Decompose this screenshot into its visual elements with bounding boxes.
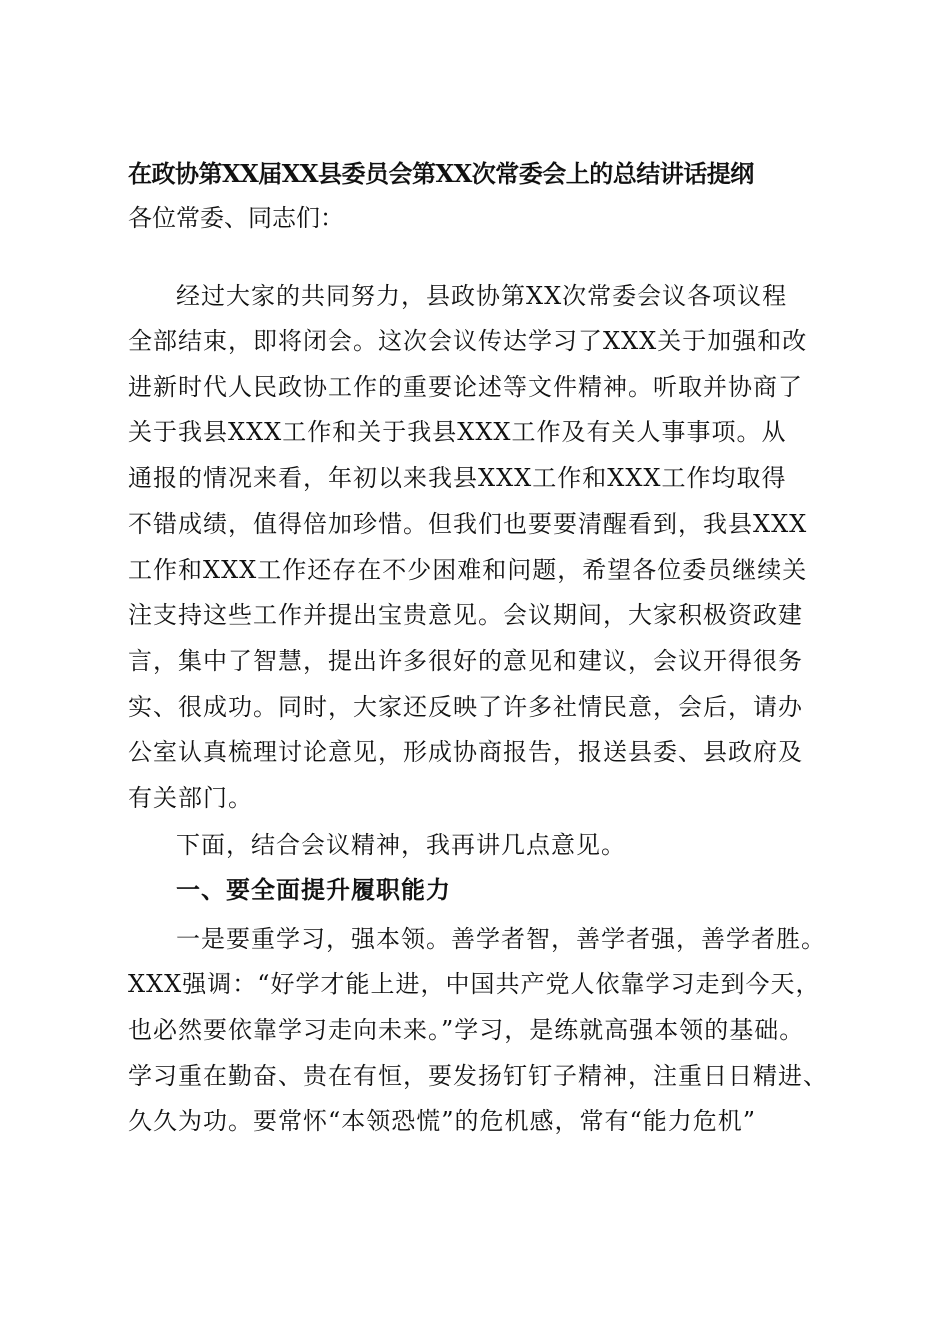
paragraph-line: 有关部门。	[128, 784, 253, 812]
section-heading: 一、要全面提升履职能力	[176, 875, 451, 904]
paragraph-line: 工作和XXX工作还存在不少困难和问题，希望各位委员继续关	[128, 556, 808, 584]
paragraph-line: 经过大家的共同努力，县政协第XX次常委会议各项议程	[176, 282, 788, 310]
paragraph-line: 进新时代人民政协工作的重要论述等文件精神。听取并协商了	[128, 373, 803, 401]
paragraph-line: 关于我县XXX工作和关于我县XXX工作及有关人事事项。从	[128, 418, 787, 446]
paragraph-line: 全部结束，即将闭会。这次会议传达学习了XXX关于加强和改	[128, 327, 808, 355]
paragraph-line: 下面，结合会议精神，我再讲几点意见。	[176, 831, 626, 859]
paragraph-line: XXX强调：“好学才能上进，中国共产党人依靠学习走到今天，	[128, 970, 821, 998]
salutation: 各位常委、同志们：	[128, 204, 344, 232]
paragraph-line: 通报的情况来看，年初以来我县XXX工作和XXX工作均取得	[128, 464, 787, 492]
paragraph-line: 也必然要依靠学习走向未来。”学习，是练就高强本领的基础。	[128, 1016, 805, 1044]
paragraph-line: 公室认真梳理讨论意见，形成协商报告，报送县委、县政府及	[128, 738, 803, 766]
paragraph-line: 不错成绩，值得倍加珍惜。但我们也要要清醒看到，我县XXX	[128, 510, 808, 538]
paragraph-line: 言，集中了智慧，提出许多很好的意见和建议，会议开得很务	[128, 647, 803, 675]
paragraph-line: 久久为功。要常怀“本领恐慌”的危机感，常有“能力危机”	[128, 1107, 757, 1135]
paragraph-line: 一是要重学习，强本领。善学者智，善学者强，善学者胜。	[176, 925, 826, 953]
paragraph-line: 学习重在勤奋、贵在有恒，要发扬钉钉子精神，注重日日精进、	[128, 1062, 828, 1090]
paragraph-line: 注支持这些工作并提出宝贵意见。会议期间，大家积极资政建	[128, 601, 803, 629]
document-title: 在政协第XX届XX县委员会第XX次常委会上的总结讲话提纲	[128, 159, 754, 188]
paragraph-line: 实、很成功。同时，大家还反映了许多社情民意，会后，请办	[128, 693, 803, 721]
